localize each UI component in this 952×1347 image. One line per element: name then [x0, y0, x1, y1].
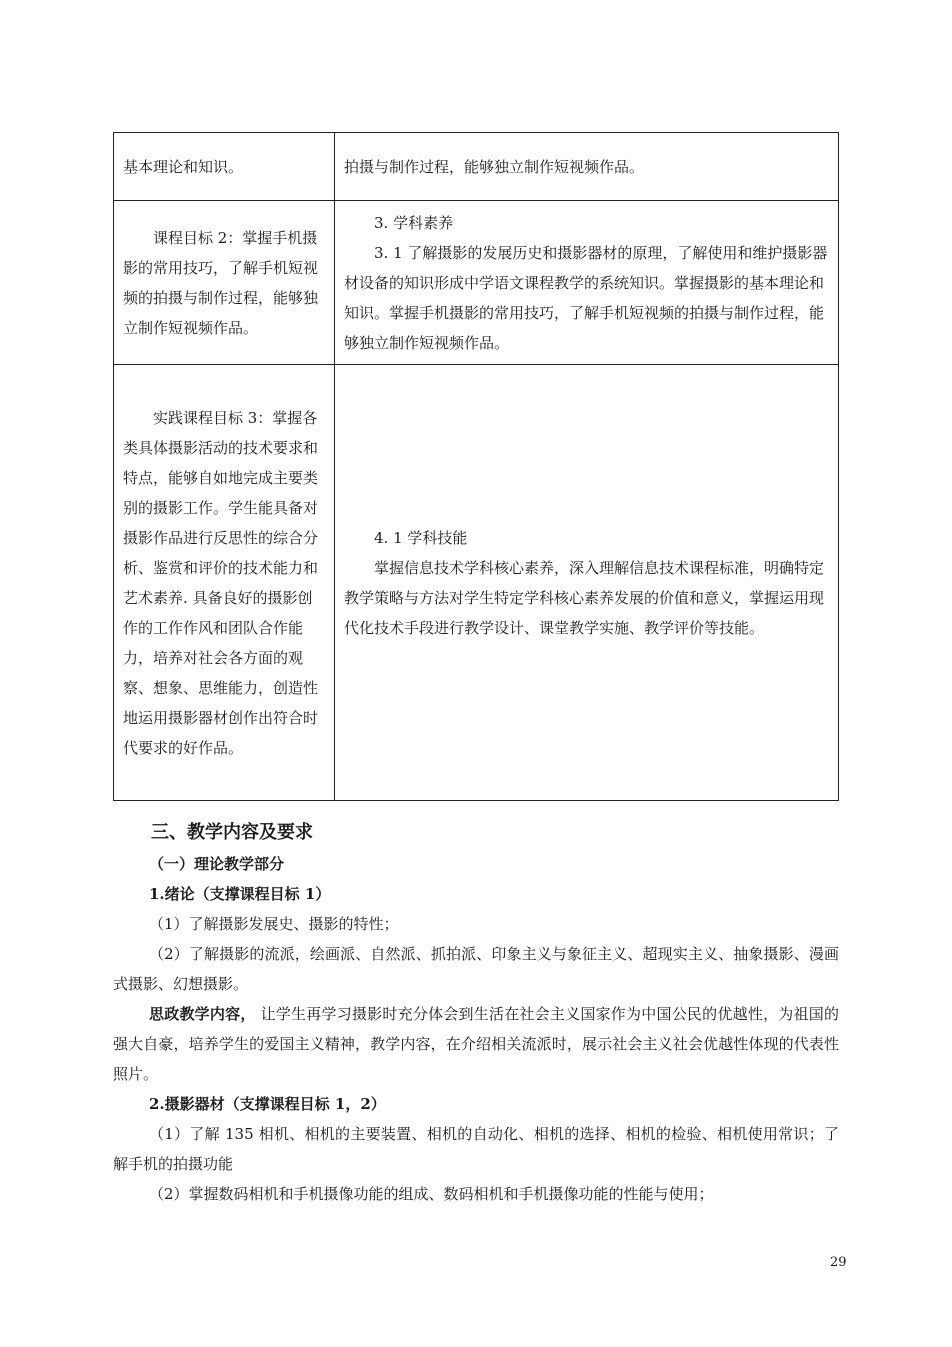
table-cell-left — [114, 133, 335, 201]
course-goals-table — [113, 132, 839, 801]
item2-paragraph-1: （1）了解 135 相机、相机的主要装置、相机的自动化、相机的选择、相机的检验、相机使用常识；了解手机的拍摄功能 — [113, 1125, 839, 1173]
ideology-label: 思政教学内容， — [149, 1005, 256, 1023]
section-subtitle: （一）理论教学部分 — [149, 855, 285, 873]
item2-heading: 2.摄影器材（支撑课程目标 1，2） — [149, 1095, 386, 1113]
cell-text: 拍摄与制作过程，能够独立制作短视频作品。 — [344, 157, 645, 176]
section-title: 三、教学内容及要求 — [151, 822, 313, 843]
item1-paragraph-2: （2）了解摄影的流派，绘画派、自然派、抓拍派、印象主义与象征主义、超现实主义、抽象摄影、漫画式摄影、幻想摄影。 — [113, 945, 839, 993]
cell-text: 实践课程目标 3：掌握各类具体摄影活动的技术要求和特点，能够自如地完成主要类别的摄影工作。学生能具备对摄影作品进行反思性的综合分析、鉴赏和评价的技术能力和艺术素养. 具备良好的摄影创作的工作作风和团队合作能力，培养对社会各方面的观察、想象、思维能力，创造性地运用摄影器材创作出符合时代要求的好作品。 — [123, 408, 319, 757]
ideology-text: 让学生再学习摄影时充分体会到生活在社会主义国家作为中国公民的优越性，为祖国的强大自豪，培养学生的爱国主义精神，教学内容，在介绍相关流派时，展示社会主义社会优越性体现的代表性照片。 — [113, 1005, 839, 1083]
item1-heading: 1.绪论（支撑课程目标 1） — [149, 885, 331, 903]
cell-text: 掌握信息技术学科核心素养，深入理解信息技术课程标准，明确特定教学策略与方法对学生特定学科核心素养发展的价值和意义，掌握运用现代化技术手段进行教学设计、课堂教学实施、教学评价等技能。 — [344, 558, 825, 637]
ideology-paragraph — [113, 999, 839, 1089]
cell-title: 3. 学科素养 — [374, 213, 454, 232]
item2-paragraph-2: （2）掌握数码相机和手机摄像功能的组成、数码相机和手机摄像功能的性能与使用； — [149, 1185, 714, 1203]
table-cell-left — [114, 365, 335, 801]
table-row — [114, 365, 839, 801]
cell-title: 4. 1 学科技能 — [374, 528, 468, 547]
cell-text: 基本理论和知识。 — [123, 157, 244, 176]
table-row — [114, 201, 839, 365]
page-number: 29 — [830, 1255, 847, 1270]
teaching-content-section — [113, 817, 839, 1209]
table-cell-right — [335, 201, 839, 365]
table-cell-right — [335, 365, 839, 801]
item1-paragraph-1: （1）了解摄影发展史、摄影的特性； — [149, 915, 399, 933]
cell-text: 3. 1 了解摄影的发展历史和摄影器材的原理，了解使用和维护摄影器材设备的知识形成中学语文课程教学的系统知识。掌握摄影的基本理论和知识。掌握手机摄影的常用技巧，了解手机短视频的拍摄与制作过程，能够独立制作短视频作品。 — [344, 243, 828, 352]
cell-text: 课程目标 2：掌握手机摄影的常用技巧，了解手机短视频的拍摄与制作过程，能够独立制作短视频作品。 — [123, 228, 319, 337]
table-cell-left — [114, 201, 335, 365]
table-cell-right — [335, 133, 839, 201]
table-row — [114, 133, 839, 201]
